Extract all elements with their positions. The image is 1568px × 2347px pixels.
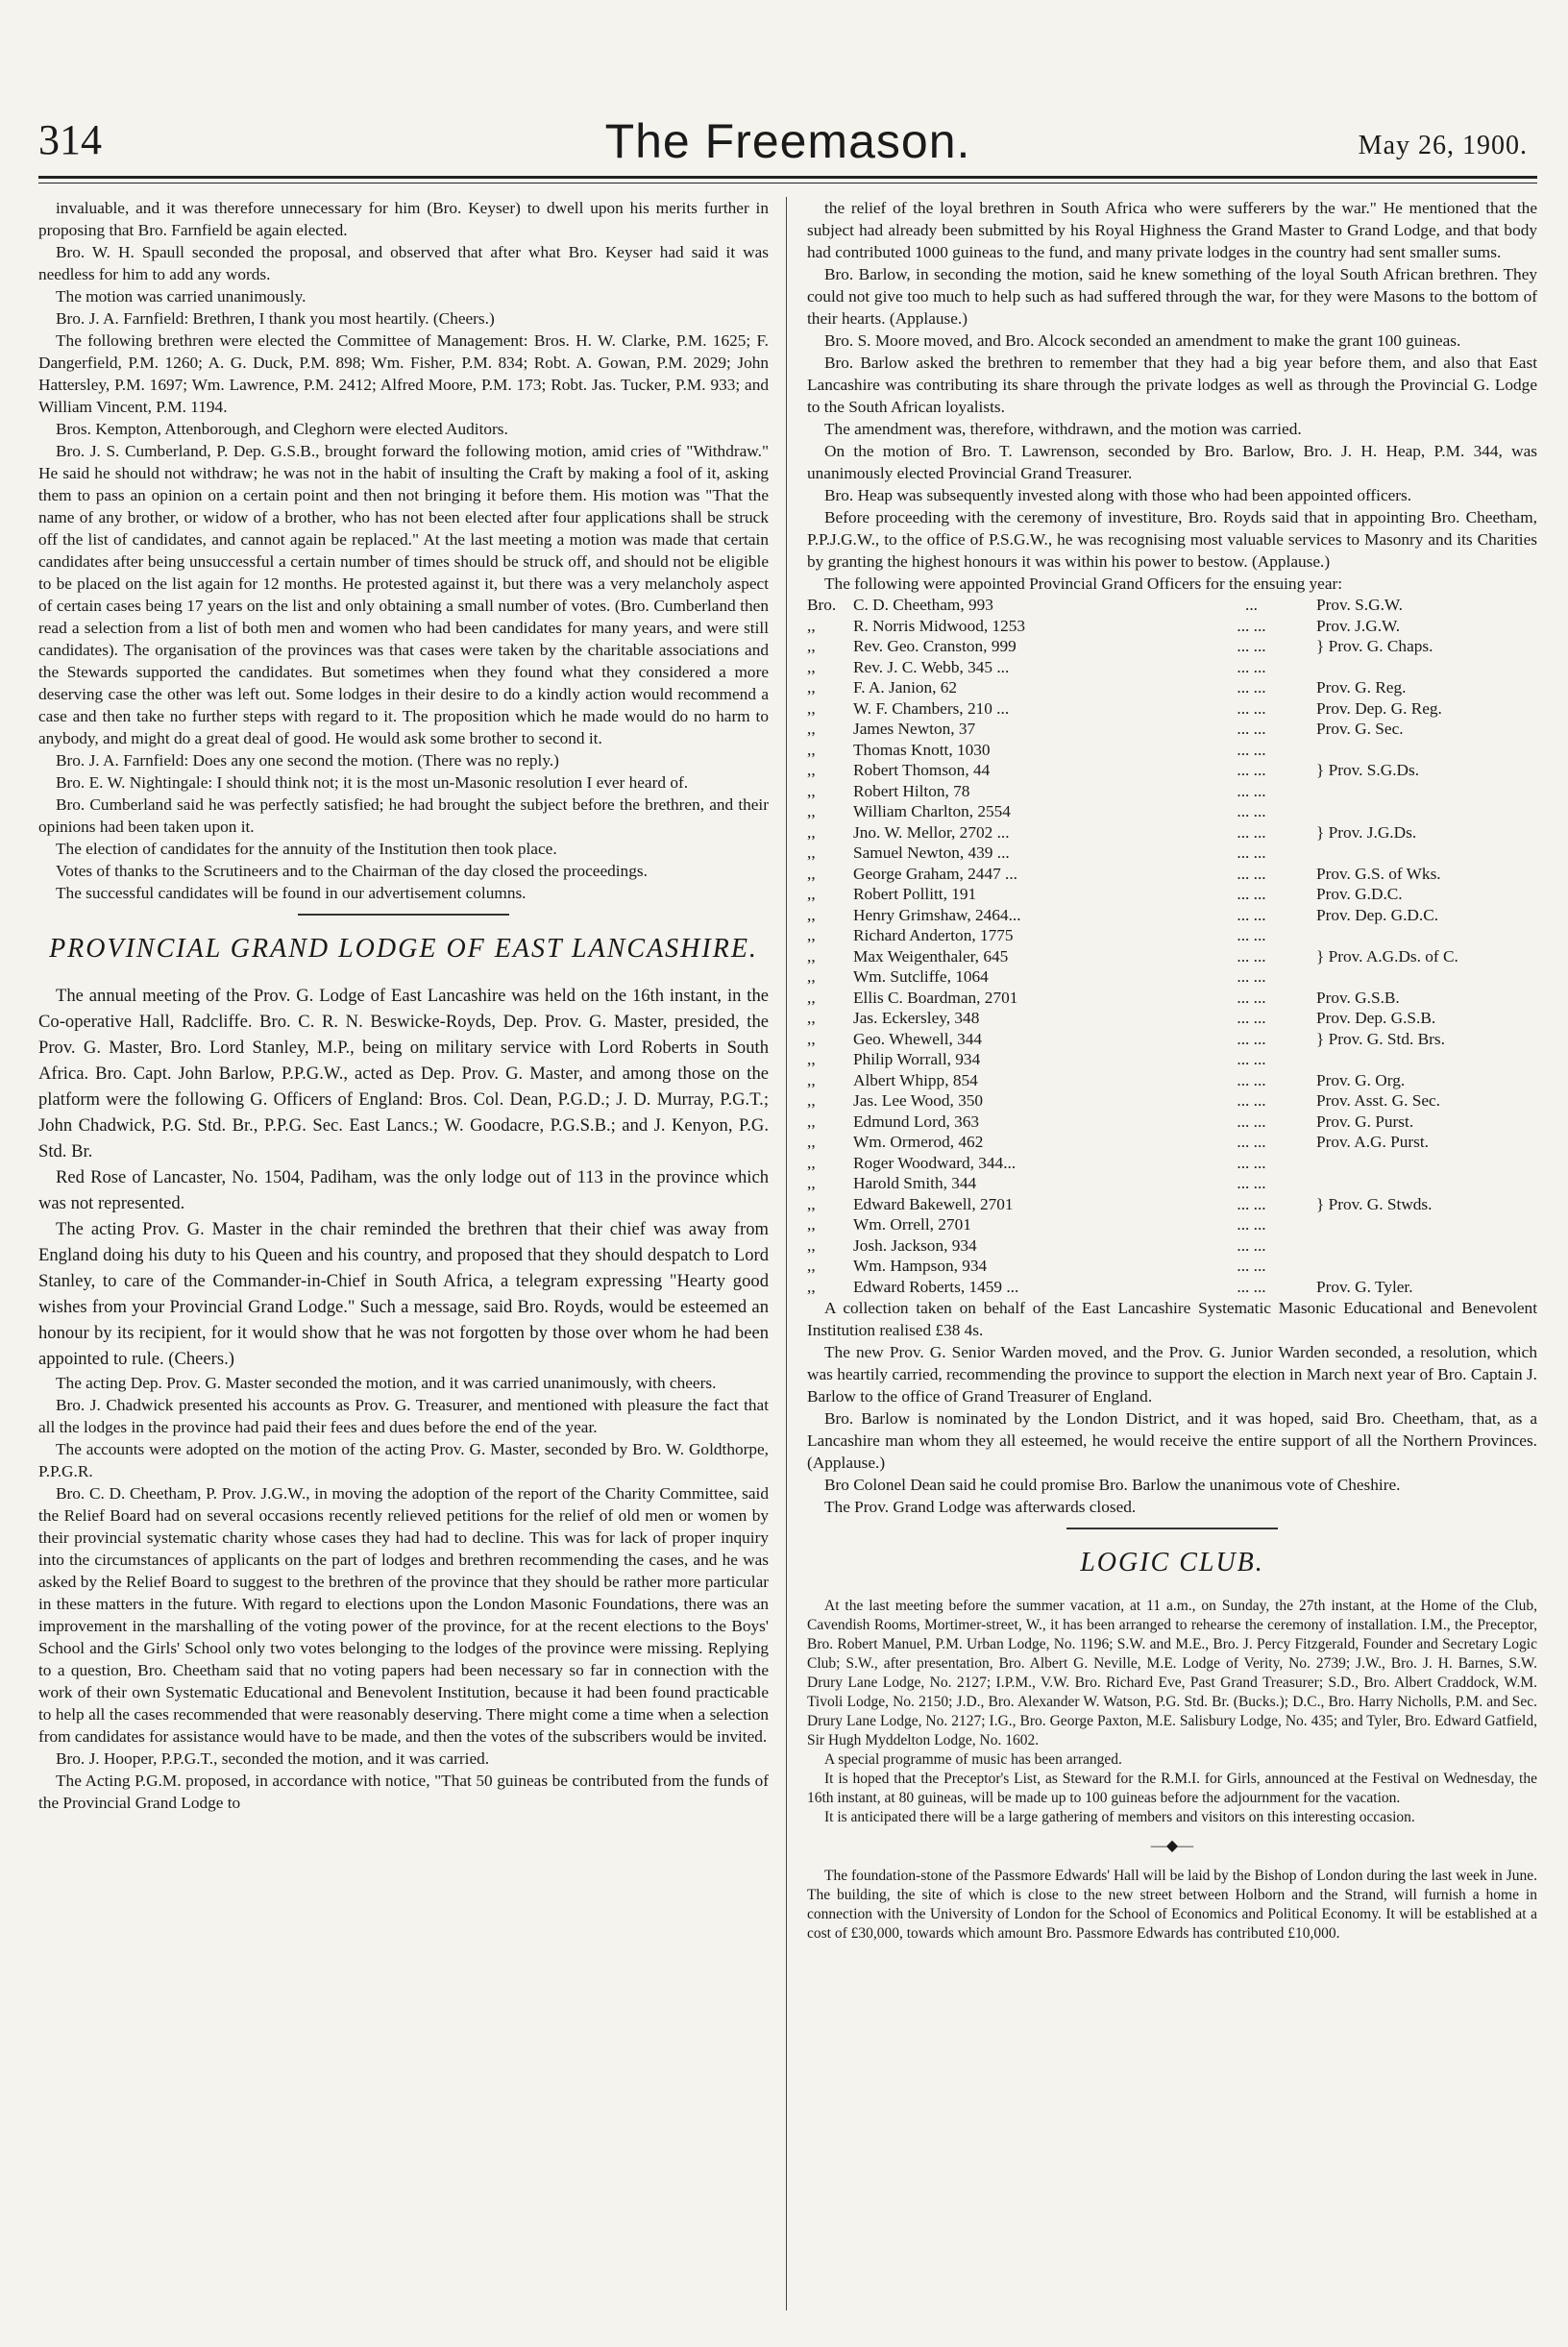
- paragraph: Bro. J. Hooper, P.P.G.T., seconded the motion, and it was carried.: [56, 1749, 490, 1768]
- officer-name: Wm. Sutcliffe, 1064: [853, 967, 989, 986]
- officer-row: [807, 801, 1537, 822]
- officer-prefix: ,,: [807, 1091, 816, 1110]
- officer-prefix: ,,: [807, 1257, 816, 1275]
- paragraph: The annual meeting of the Prov. G. Lodge of East Lancashire was held on the 16th instant, in the Co-operative Hall, Radcliffe. Bro. C. R. N. Beswicke-Royds, Dep. Prov. G. Master, presided, the Prov. G. Master, Bro. Lord Stanley, M.P., being on military service with Lord Roberts in South Africa. Bro. Capt. John Barlow, P.P.G.W., acted as Dep. Prov. G. Master, and among those on the platform were the following G. Officers of England: Bros. Col. Dean, P.G.D.; J. D. Murray, P.G.T.; John Chadwick, P.G. Std. Br., P.P.G. Sec. East Lancs.; W. Goodacre, P.G.S.B.; and J. Kenyon, P.G. Std. Br.: [38, 986, 769, 1161]
- section-rule: [1066, 1528, 1278, 1529]
- officer-name: Wm. Hampson, 934: [853, 1257, 988, 1275]
- officer-row: [807, 1070, 1537, 1091]
- officer-prefix: ,,: [807, 822, 816, 842]
- officer-dots: ... ...: [1237, 946, 1266, 966]
- officer-prefix: ,,: [807, 616, 816, 635]
- officer-name: Robert Thomson, 44: [853, 761, 991, 779]
- officer-rank: [1316, 1153, 1537, 1174]
- officer-row: [807, 1112, 1537, 1133]
- officer-dots: ... ...: [1237, 988, 1266, 1007]
- officer-dots: ... ...: [1237, 802, 1266, 820]
- officer-row: [807, 1214, 1537, 1235]
- officer-prefix: ,,: [807, 1029, 816, 1048]
- officer-name: George Graham, 2447 ...: [853, 864, 1018, 883]
- officer-rank: [1316, 843, 1537, 864]
- officer-name: Robert Pollitt, 191: [853, 885, 977, 903]
- officer-name: R. Norris Midwood, 1253: [853, 616, 1026, 635]
- paragraph: Bro. Heap was subsequently invested along with those who had been appointed officers.: [824, 486, 1412, 504]
- paragraph: On the motion of Bro. T. Lawrenson, seconded by Bro. Barlow, Bro. J. H. Heap, P.M. 344, was unanimously elected Provincial Grand Treasurer.: [807, 442, 1537, 482]
- officer-dots: ... ...: [1237, 637, 1266, 655]
- officer-name: Wm. Orrell, 2701: [853, 1215, 971, 1234]
- officer-rank: [1316, 1173, 1537, 1194]
- ornament-divider: —◆—: [1150, 1838, 1194, 1854]
- provincial-grand-lodge-intro: [38, 983, 769, 1372]
- officer-rank: Prov. G. Sec.: [1316, 720, 1404, 738]
- officer-name: W. F. Chambers, 210 ...: [853, 698, 1010, 718]
- paragraph: The motion was carried unanimously.: [56, 287, 306, 306]
- paragraph: The election of candidates for the annuity of the Institution then took place.: [56, 840, 557, 858]
- officer-row: [807, 636, 1537, 657]
- lodge-report-closing: [807, 1297, 1537, 1518]
- officer-name: Edward Bakewell, 2701: [853, 1194, 1014, 1213]
- officer-name: Max Weigenthaler, 645: [853, 946, 1009, 966]
- officer-row: [807, 1235, 1537, 1257]
- officer-prefix: ,,: [807, 843, 816, 862]
- officer-dots: ... ...: [1237, 740, 1266, 759]
- officer-prefix: ,,: [807, 946, 816, 966]
- officer-rank: [1316, 781, 1537, 802]
- officer-row: [807, 781, 1537, 802]
- officer-dots: ... ...: [1237, 822, 1266, 842]
- paragraph: Bro. Cumberland said he was perfectly satisfied; he had brought the subject before the brethren, and their opinions had been taken upon it.: [38, 795, 769, 836]
- paragraph: Red Rose of Lancaster, No. 1504, Padiham, was the only lodge out of 113 in the province which was not represented.: [38, 1167, 769, 1213]
- officer-row: [807, 946, 1537, 967]
- right-column: [807, 197, 1537, 1944]
- officer-dots: ... ...: [1237, 1070, 1266, 1089]
- logic-club-heading: LOGIC CLUB.: [1080, 1548, 1264, 1577]
- officer-row: [807, 1194, 1537, 1215]
- section-rule: [298, 914, 509, 916]
- officer-dots: ... ...: [1237, 1194, 1266, 1213]
- masthead: [38, 113, 1537, 171]
- officer-prefix: ,,: [807, 698, 816, 718]
- paragraph: The following were appointed Provincial Grand Officers for the ensuing year:: [824, 575, 1343, 593]
- officer-dots: ... ...: [1237, 1133, 1266, 1151]
- officer-dots: ... ...: [1237, 720, 1266, 738]
- paragraph: Bro. Barlow asked the brethren to remember that they had a big year before them, and also that East Lancashire was contributing its share through the private lodges as well as through the Provincial G. Lodge to the South African loyalists.: [807, 354, 1537, 416]
- officer-row: [807, 988, 1537, 1009]
- officer-rank: Prov. S.G.W.: [1316, 596, 1403, 614]
- officer-row: [807, 1277, 1537, 1298]
- paragraph: The Acting P.G.M. proposed, in accordance with notice, "That 50 guineas be contributed from the funds of the Provincial Grand Lodge to: [38, 1772, 769, 1812]
- officer-name: Jno. W. Mellor, 2702 ...: [853, 822, 1010, 842]
- paragraph: Bro. Barlow, in seconding the motion, said he knew something of the loyal South African brethren. They could not give too much to help such as had suffered through the war, for they were Masons to the bottom of their hearts. (Applause.): [807, 265, 1537, 328]
- officer-dots: ... ...: [1237, 967, 1266, 986]
- officer-dots: ... ...: [1237, 1174, 1266, 1192]
- column-divider: [786, 197, 787, 2310]
- officer-dots: ... ...: [1237, 864, 1266, 883]
- officer-prefix: ,,: [807, 657, 816, 676]
- paragraph: It is anticipated there will be a large gathering of members and visitors on this interesting occasion.: [824, 1809, 1415, 1825]
- officer-row: [807, 1132, 1537, 1153]
- officer-name: Philip Worrall, 934: [853, 1050, 981, 1068]
- officer-name: Samuel Newton, 439 ...: [853, 843, 1010, 862]
- officer-name: F. A. Janion, 62: [853, 678, 958, 697]
- officer-row: [807, 1153, 1537, 1174]
- paragraph: Before proceeding with the ceremony of investiture, Bro. Royds said that in appointing Bro. Cheetham, P.P.J.G.W., to the office of P.S.G.W., he was recognising most valuable services to Masonry and its Charities by granting the highest honours it was within his power to bestow. (Applause.): [807, 508, 1537, 571]
- officer-rank: } Prov. S.G.Ds.: [1316, 761, 1420, 779]
- officer-dots: ... ...: [1237, 1215, 1266, 1234]
- issue-date: May 26, 1900.: [1358, 131, 1528, 160]
- officer-name: Ellis C. Boardman, 2701: [853, 988, 1018, 1007]
- provincial-grand-lodge-report: [38, 1372, 769, 1814]
- lodge-report-continued: [807, 197, 1537, 595]
- officer-prefix: ,,: [807, 781, 816, 800]
- officer-prefix: ,,: [807, 1009, 816, 1027]
- officer-rank: Prov. G. Reg.: [1316, 678, 1407, 697]
- foundation-stone-note: The foundation-stone of the Passmore Edwards' Hall will be laid by the Bishop of London during the last week in June. The building, the site of which is close to the new street between Holborn and the Strand, will furnish a home in connection with the University of London for the School of Economics and Political Economy. It will be established at a cost of £30,000, towards which amount Bro. Passmore Edwards has contributed £10,000.: [807, 1868, 1537, 1942]
- paragraph: The amendment was, therefore, withdrawn, and the motion was carried.: [824, 420, 1302, 438]
- paragraph: Votes of thanks to the Scrutineers and to the Chairman of the day closed the proceedings.: [56, 862, 648, 880]
- officer-dots: ... ...: [1237, 926, 1266, 944]
- officer-prefix: ,,: [807, 1070, 816, 1089]
- officer-rank: Prov. Dep. G.D.C.: [1316, 905, 1439, 924]
- newspaper-title: The Freemason.: [604, 114, 971, 168]
- officer-name: Robert Hilton, 78: [853, 781, 970, 800]
- officer-rank: [1316, 740, 1537, 761]
- paragraph: The acting Dep. Prov. G. Master seconded the motion, and it was carried unanimously, with cheers.: [56, 1374, 717, 1392]
- officer-name: Edward Roberts, 1459 ...: [853, 1277, 1019, 1296]
- officer-prefix: ,,: [807, 740, 816, 759]
- provincial-grand-lodge-heading: PROVINCIAL GRAND LODGE OF EAST LANCASHIRE.: [49, 934, 758, 964]
- paragraph: Bro. W. H. Spaull seconded the proposal, and observed that after what Bro. Keyser had said it was needless for him to add any words.: [38, 243, 769, 283]
- officer-rank: Prov. G.S. of Wks.: [1316, 864, 1441, 883]
- officer-name: Wm. Ormerod, 462: [853, 1133, 984, 1151]
- officer-row: [807, 616, 1537, 637]
- officer-row: [807, 595, 1537, 616]
- paragraph: At the last meeting before the summer vacation, at 11 a.m., on Sunday, the 27th instant, at the Home of the Club, Cavendish Rooms, Mortimer-street, W., it has been arranged to rehearse the ceremony of installation. I.M., the Preceptor, Bro. Robert Manuel, P.M. Urban Lodge, No. 1196; S.W. and M.E., Bro. J. Percy Fitzgerald, Founder and Secretary Logic Club; S.W., after presentation, Bro. Albert G. Neville, M.E. Lodge of Verity, No. 2739; J.W., Bro. J. H. Barnes, S.W. Drury Lane Lodge, No. 2127; I.P.M., V.W. Bro. Richard Eve, Past Grand Treasurer; S.D., Bro. Albert Craddock, W.M. Tivoli Lodge, No. 2150; J.D., Bro. Alexander W. Watson, P.G. Std. Br. (Bucks.); D.C., Bro. Harry Nicholls, P.M. and Sec. Drury Lane Lodge, No. 2127; I.G., Bro. George Paxton, M.E. Salisbury Lodge, No. 435; and Tyler, Bro. Edward Gatfield, Sir Hugh Myddelton Lodge, No. 1602.: [807, 1598, 1537, 1748]
- officers-table: [807, 595, 1537, 1297]
- officer-dots: ...: [1245, 596, 1258, 614]
- officer-prefix: ,,: [807, 926, 816, 944]
- officer-row: [807, 905, 1537, 926]
- paragraph: Bro. Barlow is nominated by the London District, and it was hoped, said Bro. Cheetham, that, as a Lancashire man whom they all esteemed, he would receive the entire support of all the Northern Provinces. (Applause.): [807, 1409, 1537, 1472]
- officer-dots: ... ...: [1237, 1029, 1266, 1048]
- officer-name: C. D. Cheetham, 993: [853, 596, 993, 614]
- officer-row: [807, 822, 1537, 843]
- officer-rank: [1316, 801, 1537, 822]
- officer-prefix: ,,: [807, 1133, 816, 1151]
- officer-row: [807, 740, 1537, 761]
- officer-name: Henry Grimshaw, 2464...: [853, 905, 1021, 924]
- officer-row: [807, 925, 1537, 946]
- officer-name: James Newton, 37: [853, 720, 976, 738]
- officer-rank: [1316, 966, 1537, 988]
- logic-club-report: [807, 1597, 1537, 1827]
- paragraph: Bro Colonel Dean said he could promise Bro. Barlow the unanimous vote of Cheshire.: [824, 1476, 1401, 1494]
- officer-row: [807, 1090, 1537, 1112]
- officer-name: Thomas Knott, 1030: [853, 740, 991, 759]
- officer-row: [807, 657, 1537, 678]
- officer-row: [807, 884, 1537, 905]
- officer-name: Richard Anderton, 1775: [853, 926, 1014, 944]
- paragraph: Bros. Kempton, Attenborough, and Cleghorn were elected Auditors.: [56, 420, 508, 438]
- paragraph: A collection taken on behalf of the East Lancashire Systematic Masonic Educational and Benevolent Institution realised £38 4s.: [807, 1299, 1537, 1339]
- officer-rank: } Prov. G. Stwds.: [1316, 1194, 1433, 1213]
- left-column: [38, 197, 769, 1814]
- officer-row: [807, 966, 1537, 988]
- paragraph: The new Prov. G. Senior Warden moved, and the Prov. G. Junior Warden seconded, a resolution, which was heartily carried, recommending the province to support the election in March next year of Bro. Captain J. Barlow to the office of Grand Treasurer of England.: [807, 1343, 1537, 1406]
- officer-name: Geo. Whewell, 344: [853, 1029, 983, 1048]
- officer-prefix: ,,: [807, 1194, 816, 1213]
- paragraph: Bro. J. A. Farnfield: Does any one second the motion. (There was no reply.): [56, 751, 559, 770]
- officer-rank: Prov. Asst. G. Sec.: [1316, 1091, 1440, 1110]
- officer-row: [807, 1173, 1537, 1194]
- officer-rank: Prov. Dep. G. Reg.: [1316, 698, 1442, 718]
- officer-rank: Prov. G. Tyler.: [1316, 1277, 1413, 1296]
- officer-row: [807, 864, 1537, 885]
- officer-row: [807, 719, 1537, 740]
- officer-row: [807, 1008, 1537, 1029]
- officer-name: Josh. Jackson, 934: [853, 1235, 977, 1255]
- officer-prefix: ,,: [807, 1235, 816, 1255]
- officer-row: [807, 698, 1537, 720]
- officer-rank: Prov. A.G. Purst.: [1316, 1133, 1429, 1151]
- officer-prefix: ,,: [807, 1215, 816, 1234]
- officer-prefix: ,,: [807, 720, 816, 738]
- paragraph: The accounts were adopted on the motion of the acting Prov. G. Master, seconded by Bro. W. Goldthorpe, P.P.G.R.: [38, 1440, 769, 1480]
- officer-row: [807, 1256, 1537, 1277]
- officer-name: Albert Whipp, 854: [853, 1070, 978, 1089]
- paragraph: The Prov. Grand Lodge was afterwards closed.: [824, 1498, 1137, 1516]
- officer-row: [807, 1049, 1537, 1070]
- officer-rank: Prov. G. Org.: [1316, 1070, 1406, 1089]
- officer-dots: ... ...: [1237, 678, 1266, 697]
- officer-dots: ... ...: [1237, 843, 1266, 862]
- officer-name: Rev. Geo. Cranston, 999: [853, 637, 1017, 655]
- officer-dots: ... ...: [1237, 1050, 1266, 1068]
- officer-dots: ... ...: [1237, 761, 1266, 779]
- officer-name: Roger Woodward, 344...: [853, 1153, 1017, 1172]
- officer-prefix: ,,: [807, 1112, 816, 1131]
- officer-prefix: ,,: [807, 988, 816, 1007]
- officer-row: [807, 760, 1537, 781]
- officer-dots: ... ...: [1237, 1091, 1266, 1110]
- paragraph: invaluable, and it was therefore unnecessary for him (Bro. Keyser) to dwell upon his merits further in proposing that Bro. Farnfield be again elected.: [38, 199, 769, 239]
- officer-dots: ... ...: [1237, 1153, 1266, 1172]
- officer-prefix: ,,: [807, 1277, 816, 1296]
- officer-rank: Prov. Dep. G.S.B.: [1316, 1009, 1436, 1027]
- officer-dots: ... ...: [1237, 1235, 1266, 1255]
- officer-rank: } Prov. G. Std. Brs.: [1316, 1029, 1445, 1048]
- officer-dots: ... ...: [1237, 1277, 1266, 1296]
- officer-dots: ... ...: [1237, 905, 1266, 924]
- officer-row: [807, 843, 1537, 864]
- officer-prefix: Bro.: [807, 596, 837, 614]
- officer-prefix: ,,: [807, 967, 816, 986]
- officer-dots: ... ...: [1237, 1257, 1266, 1275]
- officer-rank: } Prov. G. Chaps.: [1316, 637, 1433, 655]
- paragraph: It is hoped that the Preceptor's List, as Steward for the R.M.I. for Girls, announced at the Festival on Wednesday, the 16th instant, at 80 guineas, will be made up to 100 guineas before the adjournment for the vacation.: [807, 1771, 1537, 1806]
- officer-name: Jas. Lee Wood, 350: [853, 1091, 984, 1110]
- officer-rank: [1316, 1256, 1537, 1277]
- officer-prefix: ,,: [807, 761, 816, 779]
- officer-rank: [1316, 925, 1537, 946]
- paragraph: Bro. E. W. Nightingale: I should think not; it is the most un-Masonic resolution I ever heard of.: [56, 773, 689, 792]
- paragraph: Bro. J. S. Cumberland, P. Dep. G.S.B., brought forward the following motion, amid cries of "Withdraw." He said he should not withdraw; he was not in the habit of insulting the Craft by making a fool of it, asking them to pass an opinion on a certain point and then not bringing it before them. His motion was "That the name of any brother, or widow of a brother, who has not been elected after four applications shall be struck off the list of candidates, and cannot again be replaced." At the last meeting a motion was made that certain candidates after being unsuccessful a certain number of times should be struck off, and should not be eligible to be placed on the list again for 12 months. He protested against it, but there was a very melancholy aspect of certain cases being 17 years on the list and only obtaining a small number of votes. (Bro. Cumberland then read a selection from a list of both men and women who had been candidates for many years, and were still candidates). The organisation of the provinces was that cases were taken by the charitable associations and the Stewards supported the candidates. But sometimes when they found what they considered a more deserving case the other was left out. Some lodges in their desire to do a kindly action would recommend a case and then take no further steps with regard to it. The proposition which he made would do no harm to anybody, and might do a great deal of good. He would ask some brother to second it.: [38, 442, 769, 747]
- paragraph: The following brethren were elected the Committee of Management: Bros. H. W. Clarke, P.M. 1625; F. Dangerfield, P.M. 1260; A. G. Duck, P.M. 898; Wm. Fisher, P.M. 834; Robt. A. Gowan, P.M. 2029; John Hattersley, P.M. 1697; Wm. Lawrence, P.M. 2412; Alfred Moore, P.M. 173; Robt. Jas. Tucker, P.M. 933; and William Vincent, P.M. 1194.: [38, 331, 769, 416]
- paragraph: Bro. J. A. Farnfield: Brethren, I thank you most heartily. (Cheers.): [56, 309, 495, 328]
- officer-prefix: ,,: [807, 885, 816, 903]
- officer-rank: [1316, 1049, 1537, 1070]
- officer-name: Jas. Eckersley, 348: [853, 1009, 980, 1027]
- officer-dots: ... ...: [1237, 1112, 1266, 1131]
- officer-prefix: ,,: [807, 905, 816, 924]
- officer-dots: ... ...: [1237, 1009, 1266, 1027]
- officer-name: Harold Smith, 344: [853, 1174, 977, 1192]
- officer-rank: Prov. G.S.B.: [1316, 988, 1400, 1007]
- paragraph: the relief of the loyal brethren in South Africa who were sufferers by the war." He mentioned that the subject had already been submitted by his Royal Highness the Grand Master to Grand Lodge, and that body had contributed 1000 guineas to the fund, and many private lodges in the country had sent smaller sums.: [807, 199, 1537, 261]
- officer-dots: ... ...: [1237, 885, 1266, 903]
- masthead-rule: [38, 176, 1537, 179]
- officer-row: [807, 677, 1537, 698]
- officer-prefix: ,,: [807, 637, 816, 655]
- officer-rank: Prov. G.D.C.: [1316, 885, 1403, 903]
- officer-rank: } Prov. A.G.Ds. of C.: [1316, 946, 1458, 966]
- officer-rank: [1316, 1214, 1537, 1235]
- officer-rank: } Prov. J.G.Ds.: [1316, 822, 1417, 842]
- officer-dots: ... ...: [1237, 781, 1266, 800]
- page-number: 314: [38, 116, 102, 163]
- officer-prefix: ,,: [807, 678, 816, 697]
- officer-name: Rev. J. C. Webb, 345 ...: [853, 657, 1010, 676]
- officer-prefix: ,,: [807, 1050, 816, 1068]
- officer-prefix: ,,: [807, 864, 816, 883]
- paragraph: The acting Prov. G. Master in the chair reminded the brethren that their chief was away from England doing his duty to his Queen and his country, and proposed that they should despatch to Lord Stanley, to care of the Commander-in-Chief in South Africa, a telegram expressing "Hearty good wishes from your Provincial Grand Lodge." Such a message, said Bro. Royds, would be esteemed an honour by its recipient, for it would show that he was not forgotten by those over whom he had been appointed to rule. (Cheers.): [38, 1219, 769, 1369]
- committee-report: [38, 197, 769, 904]
- officer-rank: [1316, 657, 1537, 678]
- paragraph: A special programme of music has been arranged.: [824, 1751, 1122, 1768]
- officer-dots: ... ...: [1237, 657, 1266, 676]
- officer-prefix: ,,: [807, 802, 816, 820]
- officer-rank: Prov. J.G.W.: [1316, 616, 1401, 635]
- paragraph: Bro. J. Chadwick presented his accounts as Prov. G. Treasurer, and mentioned with pleasure the fact that all the lodges in the province had paid their fees and dues before the end of the year.: [38, 1396, 769, 1436]
- paragraph: Bro. C. D. Cheetham, P. Prov. J.G.W., in moving the adoption of the report of the Charity Committee, said the Relief Board had on several occasions recently relieved petitions for the relief of old men or women by their provincial systematic charity whose cases they had had to decline. This was for lack of proper inquiry into the circumstances of applicants on the part of lodges and brethren recommending the cases, and he was asked by the Relief Board to suggest to the brethren of the province that they should be rather more particular in these matters in the future. With regard to elections upon the London Masonic Foundations, there was an improvement in the marshalling of the voting power of the province, for at the recent elections to the Boys' School and the Girls' School only two votes belonging to the lodges of the province were missing. Replying to a question, Bro. Cheetham said that no voting papers had been necessary so far in connection with the work of their own Systematic Educational and Benevolent Institution, because it had been found practicable to help all the cases recommended that were reasonably deserving. There might come a time when a selection from candidates for assistance would have to be made, and then the votes of the subscribers would be invited.: [38, 1484, 769, 1746]
- officer-rank: [1316, 1235, 1537, 1257]
- officer-dots: ... ...: [1237, 698, 1266, 718]
- paragraph: The successful candidates will be found in our advertisement columns.: [56, 884, 527, 902]
- officer-name: William Charlton, 2554: [853, 802, 1011, 820]
- officer-row: [807, 1029, 1537, 1050]
- officer-name: Edmund Lord, 363: [853, 1112, 980, 1131]
- officer-prefix: ,,: [807, 1153, 816, 1172]
- paragraph: Bro. S. Moore moved, and Bro. Alcock seconded an amendment to make the grant 100 guineas.: [824, 331, 1461, 350]
- officer-rank: Prov. G. Purst.: [1316, 1112, 1414, 1131]
- officer-dots: ... ...: [1237, 616, 1266, 635]
- officer-prefix: ,,: [807, 1174, 816, 1192]
